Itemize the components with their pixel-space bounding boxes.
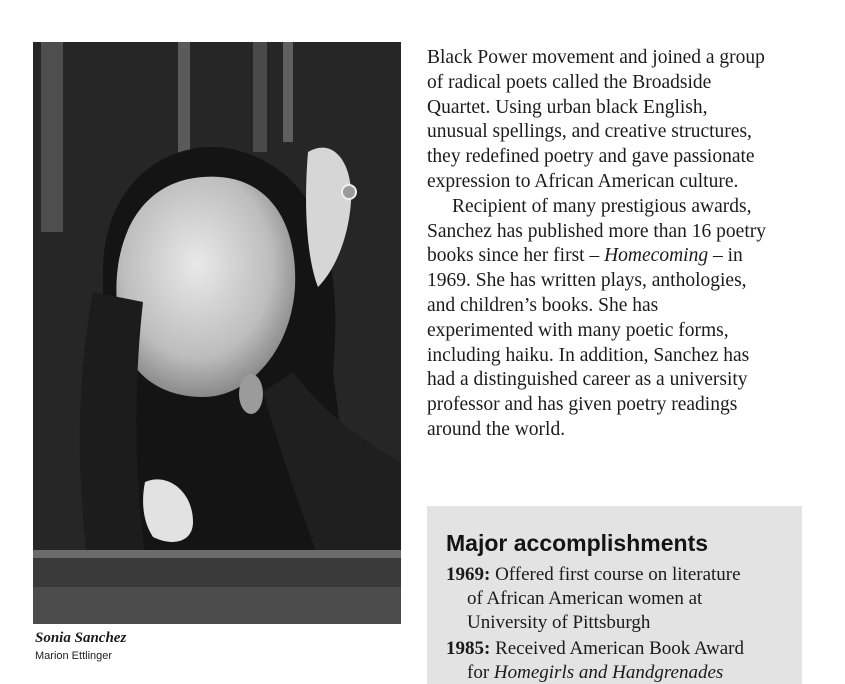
text-line: Quartet. Using urban black English,	[427, 96, 708, 118]
accomplishment-year: 1969:	[446, 564, 491, 585]
text-line: experimented with many poetic forms,	[427, 319, 729, 341]
accomplishment-item	[446, 563, 796, 635]
portrait-photo	[33, 42, 401, 624]
text-line: professor and has given poetry readings	[427, 394, 738, 416]
text-line: had a distinguished career as a university	[427, 369, 748, 391]
accomplishment-text: of African American women at	[467, 588, 703, 609]
text-line	[427, 244, 802, 269]
text-line: Recipient of many prestigious awards,	[452, 195, 752, 217]
text-line: including haiku. In addition, Sanchez has	[427, 344, 750, 366]
accomplishment-year: 1985:	[446, 638, 491, 659]
accomplishment-text	[446, 661, 796, 684]
text-line: Black Power movement and joined a group	[427, 47, 765, 68]
biography-text	[427, 46, 802, 443]
paragraph-1	[427, 46, 802, 195]
photo-caption-name: Sonia Sanchez	[35, 630, 127, 646]
text-fragment: for	[467, 662, 494, 683]
accomplishment-text: Offered first course on literature	[490, 564, 741, 585]
text-line: 1969. She has written plays, anthologies,	[427, 270, 747, 292]
text-line: expression to African American culture.	[427, 170, 739, 192]
accomplishment-first-line	[446, 564, 741, 585]
paragraph-2	[427, 195, 802, 443]
text-line: around the world.	[427, 418, 566, 440]
photo-credit: Marion Ettlinger	[35, 650, 113, 662]
accomplishment-text: Received American Book Award	[490, 638, 744, 659]
text-line: and children’s books. She has	[427, 294, 659, 316]
text-fragment: – in	[708, 245, 743, 267]
accomplishments-heading: Major accomplishments	[446, 530, 709, 556]
portrait-illustration	[33, 42, 401, 624]
text-line: they redefined poetry and gave passionate	[427, 146, 755, 168]
book-title-homecoming: Homecoming	[604, 245, 709, 267]
text-fragment: books since her first –	[427, 245, 605, 267]
accomplishments-box	[427, 506, 802, 684]
accomplishment-text: University of Pittsburgh	[467, 612, 651, 633]
accomplishment-item	[446, 637, 796, 684]
book-title-homegirls: Homegirls and Handgrenades	[493, 662, 724, 683]
text-line: of radical poets called the Broadside	[427, 71, 712, 93]
text-line: Sanchez has published more than 16 poetry	[427, 220, 766, 242]
text-line: unusual spellings, and creative structures,	[427, 121, 752, 143]
accomplishment-first-line	[446, 638, 744, 659]
